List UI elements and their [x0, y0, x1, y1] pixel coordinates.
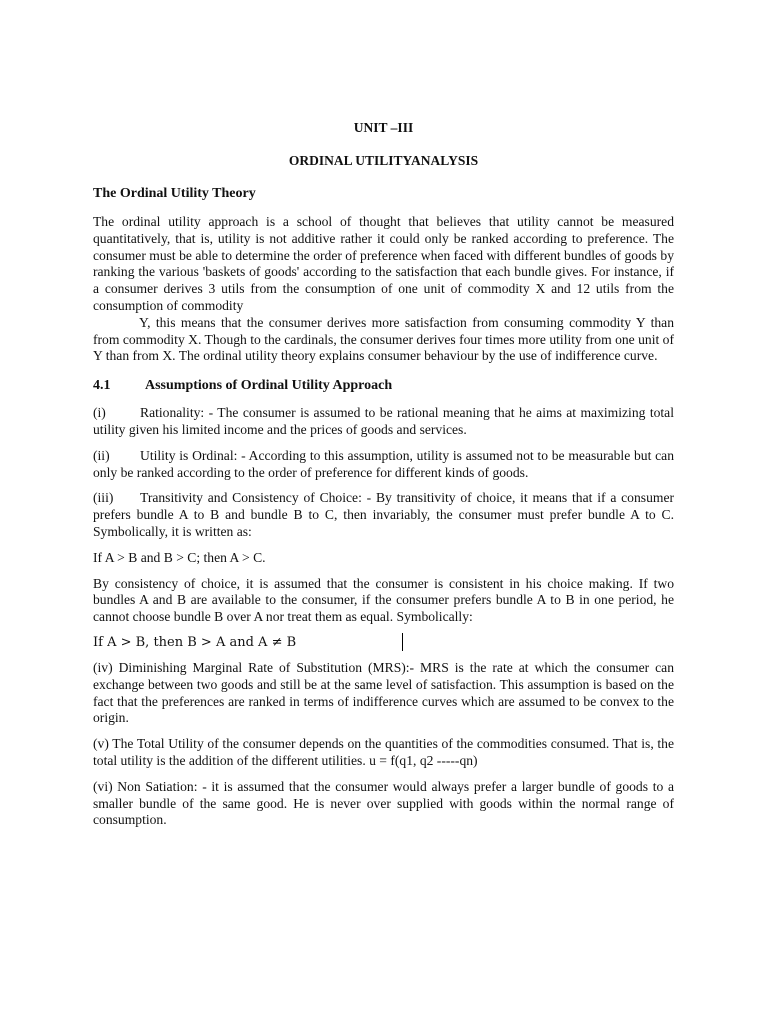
- consistency-equation: [93, 635, 674, 650]
- assumption-i-text: Rationality: - The consumer is assumed to be rational meaning that he aims at maximizing total utility given his limited income and the prices of goods and services.: [93, 405, 674, 437]
- assumption-ii-label: (ii): [93, 447, 110, 463]
- section-heading: The Ordinal Utility Theory: [93, 186, 256, 201]
- assumption-iii: [93, 490, 674, 540]
- intro-paragraph: [93, 214, 674, 365]
- assumption-ii-text: Utility is Ordinal: - According to this assumption, utility is assumed not to be measurable but can only be ranked according to the order of preference for different kinds of goods.: [93, 447, 674, 480]
- transitivity-equation: If A > B and B > C; then A > C.: [93, 549, 266, 565]
- consistency-paragraph: By consistency of choice, it is assumed that the consumer is consistent in his choice making. If two bundles A and B are available to the consumer, if the consumer prefers bundle A to B in one period, he cannot choose bundle B over A nor treat them as equal. Symbolically:: [93, 575, 674, 625]
- section-title: Assumptions of Ordinal Utility Approach: [145, 378, 393, 394]
- consistency-equation-text: If A > B, then B > A and A ≠ B: [93, 634, 297, 650]
- assumption-i: [93, 405, 674, 439]
- unit-label: UNIT –III: [353, 120, 414, 135]
- document-page: [93, 120, 674, 838]
- text-cursor: [402, 633, 403, 651]
- assumption-iii-label: (iii): [93, 490, 114, 506]
- intro-text-part2: Y, this means that the consumer derives more satisfaction from consuming commodity Y than from commodity X. Though to the cardinals, the consumer derives four times more utility from one unit of Y than from X. The ordinal utility theory explains consumer behaviour by the use of indifference curve.: [93, 314, 674, 364]
- assumptions-heading: [93, 378, 674, 394]
- assumption-iii-text: Transitivity and Consistency of Choice: - By transitivity of choice, it means that if a consumer prefers bundle A to B and bundle B to C, then invariably, the consumer must prefer bundle A to C. Symbolically, it is written as:: [93, 490, 674, 539]
- section-number: 4.1: [93, 378, 111, 394]
- assumption-v: (v) The Total Utility of the consumer depends on the quantities of the commodities consumed. That is, the total utility is the addition of the different utilities. u = f(q1, q2 -----qn): [93, 736, 674, 768]
- assumption-iv: (iv) Diminishing Marginal Rate of Substitution (MRS):- MRS is the rate at which the consumer can exchange between two goods and still be at the same level of satisfaction. This assumption is based on the fact that the preferences are ranked in terms of indifference curves which are assumed to be convex to the origin.: [93, 659, 674, 726]
- assumption-i-label: (i): [93, 405, 106, 421]
- assumption-vi: (vi) Non Satiation: - it is assumed that the consumer would always prefer a larger bundle of goods to a smaller bundle of the same good. He is never over supplied with goods within the normal range of consumption.: [93, 778, 674, 828]
- intro-text-part1: The ordinal utility approach is a school of thought that believes that utility cannot be measured quantitatively, that is, utility is not additive rather it could only be ranked according to preference. The consumer must be able to determine the order of preference when faced with different bundles of goods by ranking the various 'baskets of goods' according to the satisfaction that each bundle gives. For instance, if a consumer derives 3 utils from the consumption of one unit of commodity X and 12 utils from the consumption of commodity: [93, 214, 674, 313]
- page-title: ORDINAL UTILITYANALYSIS: [288, 153, 479, 168]
- assumption-ii: [93, 448, 674, 482]
